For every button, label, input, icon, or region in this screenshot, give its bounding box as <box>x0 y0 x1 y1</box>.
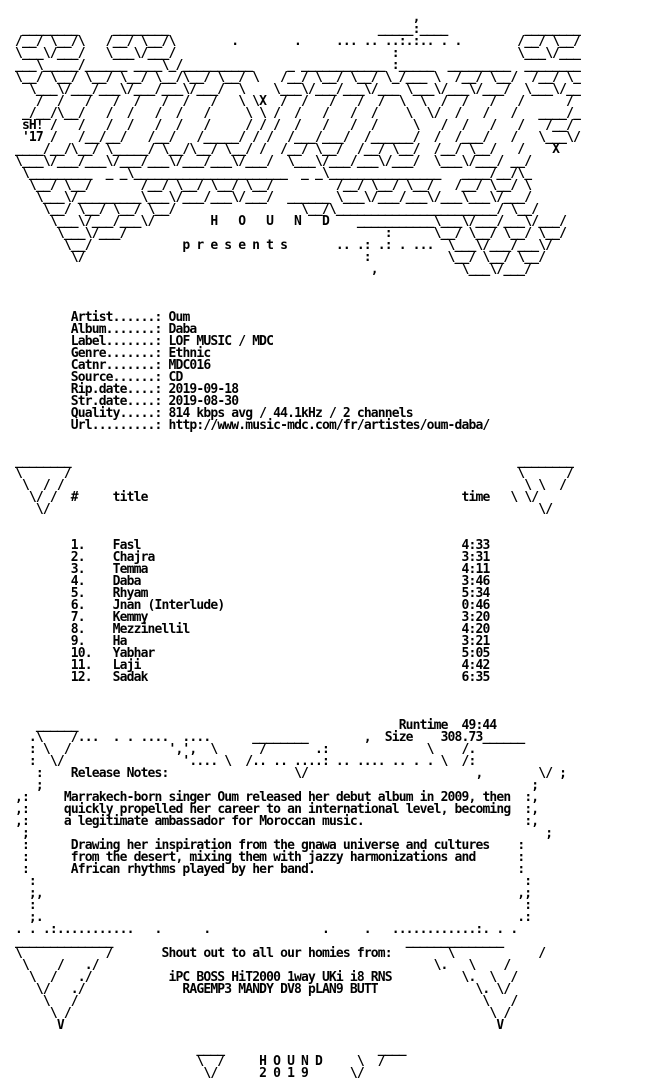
ascii-logo-art: ____/__/\__/ \_____/ \__/\__/ \__/ / /__/ \__/ /__/ \__/ /__/ \__/ / X <box>8 142 560 157</box>
ascii-logo-art: /__/ \__/\ /__/ \__/\ . . ... .. ..:.:.. . . /__/ \__/ <box>8 34 581 49</box>
ascii-logo-art: ___\_____/______ ____\_/__________ _ ____________ :_____ _________ ________ <box>8 58 581 73</box>
info-label: Artist......: <box>70 310 169 325</box>
art-fill: :, <box>524 814 539 829</box>
track-title: Fasl <box>112 538 462 553</box>
track-title: Jnan (Interlude) <box>112 598 462 613</box>
track-title: Kemmy <box>112 610 462 625</box>
art-fill: :, <box>524 802 539 817</box>
art-fill: : <box>517 850 525 865</box>
ascii-divider-art: ______________ ______________ <box>8 934 504 949</box>
track-time: 5:34 <box>461 586 490 601</box>
blank-line <box>8 684 580 696</box>
footer-year-row <box>8 1068 580 1080</box>
art-line <box>8 504 580 516</box>
info-value: http://www.music-mdc.com/fr/artistes/oum-daba/ <box>168 418 490 433</box>
track-time: 4:33 <box>461 538 490 553</box>
ascii-divider-art: ________ ________ <box>8 454 574 469</box>
release-notes-text: a legitimate ambassador for Moroccan music. <box>63 814 525 829</box>
art-fill: \. \/ <box>377 982 511 997</box>
ascii-frame-art: : \ / ',', \ / .: \ /. <box>8 742 476 757</box>
art-fill: \/ , \/ ; <box>168 766 567 781</box>
track-time: 3:31 <box>461 550 490 565</box>
art-fill: :, <box>524 790 539 805</box>
art-fill: ,: <box>8 790 36 805</box>
info-label: Url.........: <box>70 418 169 433</box>
art-fill: \ / <box>8 1054 260 1069</box>
ascii-frame-art: ;. .: <box>8 910 532 925</box>
art-fill: : <box>8 862 71 877</box>
art-fill: \ / ./ <box>8 970 169 985</box>
info-value: MDC016 <box>168 358 211 373</box>
ascii-frame-art: . . .:........... . . . . ............:. . . <box>8 922 518 937</box>
track-title: Yabhar <box>112 646 462 661</box>
track-number: 6. <box>70 598 113 613</box>
track-title: Temma <box>112 562 462 577</box>
ascii-logo-art: , <box>8 10 420 25</box>
ascii-logo-art: _/__/\__/ / / / / / \ \ / / / / / \ \/ / / / ____/_ <box>8 106 581 121</box>
blank-line <box>8 288 580 300</box>
footer-group-name: H O U N D <box>259 1054 322 1069</box>
ascii-logo-art: \___\/_________\___\/___/___\/___/ ______ \___\/___/___\/___\___\/___/ <box>8 190 532 205</box>
ascii-divider-art: \ / \ / <box>8 466 574 481</box>
runtime-value: 49:44 <box>461 718 497 733</box>
ascii-logo-art: \___\/___/ : \__/ \__/ \__/ \__/ <box>8 226 567 241</box>
art-fill: ,: <box>8 814 36 829</box>
release-notes-text: from the desert, mixing them with jazzy harmonizations and <box>70 850 518 865</box>
ascii-frame-art: ; ; <box>8 826 553 841</box>
ascii-frame-art: : : <box>8 898 532 913</box>
info-label: Source......: <box>70 370 169 385</box>
art-fill: \ / <box>8 946 162 961</box>
info-value: 2019-09-18 <box>168 382 239 397</box>
art-fill: \/ <box>308 1066 364 1081</box>
track-time: 4:20 <box>461 622 490 637</box>
nfo-document <box>8 12 580 1080</box>
info-label: Str.date....: <box>70 394 169 409</box>
blank-line <box>8 696 580 708</box>
footer-year: 2 0 1 9 <box>259 1066 309 1081</box>
art-fill: \/ ./ <box>8 982 183 997</box>
track-time: 6:35 <box>461 670 490 685</box>
art-fill: ,: <box>8 802 36 817</box>
ascii-frame-art: : \/ '.... \ /.. .. ....: .. .... .. . . \ /: <box>8 754 476 769</box>
release-notes-heading: Release Notes: <box>70 766 169 781</box>
info-value: LOF MUSIC / MDC <box>168 334 274 349</box>
ascii-logo-art: \_________ _ _\______________________ _ _\________________ ____/__/\_ <box>8 166 532 181</box>
ascii-footer-art: ____ ____ <box>8 1042 406 1057</box>
art-fill <box>8 418 71 433</box>
track-title: Sadak <box>112 670 462 685</box>
ascii-logo-art: \___\/___/___\/___/___\/___/___\/___/ \___\/___/___\/___/ \___\/___/ __/ <box>8 154 532 169</box>
runtime-label: Runtime <box>398 718 462 733</box>
track-time: 0:46 <box>461 598 490 613</box>
ascii-logo-art: \__/ \__/ \__/ \__/ \__/\__/ \__/ \ /__/ \__/ \__/ \_/___ \ /__/ \__/ /__/ \_ <box>8 70 581 85</box>
ascii-frame-art: : : <box>8 874 532 889</box>
track-time: 3:46 <box>461 574 490 589</box>
ascii-logo-art: , \___\/___/ <box>8 262 532 277</box>
info-value: 2019-08-30 <box>168 394 239 409</box>
art-fill: : <box>517 862 525 877</box>
art-fill: : <box>8 850 71 865</box>
track-title: Laji <box>112 658 462 673</box>
art-fill: ______ <box>482 730 525 745</box>
track-number: 7. <box>70 610 113 625</box>
size-label: Size <box>384 730 441 745</box>
info-label: Album.......: <box>70 322 169 337</box>
logo-art-line <box>8 264 580 276</box>
art-fill: ______ <box>8 718 399 733</box>
ascii-divider-art: \ / ./ \. \ / <box>8 958 511 973</box>
track-title: Ha <box>112 634 462 649</box>
greetings-intro: Shout out to all our homies from: <box>161 946 392 961</box>
ascii-logo-art: \___\/___/ \___\/___/ : \___\/___ <box>8 46 581 61</box>
track-number: 4. <box>70 574 113 589</box>
art-fill: \ / <box>391 946 546 961</box>
blank-line <box>8 432 580 444</box>
ascii-logo-art: '17 / /__/__/ /__/ /_____/ / / /___/___/ /______/ / /___/ / \___\/ <box>8 130 581 145</box>
art-fill: \/ / <box>8 490 71 505</box>
track-number: 1. <box>70 538 113 553</box>
ascii-logo-art: \/ : \__/ \__/ \__/ <box>8 250 546 265</box>
art-fill: \. \ / <box>391 970 518 985</box>
column-header-time: time <box>461 490 490 505</box>
release-notes-text: African rhythms played by her band. <box>70 862 518 877</box>
ascii-divider-art: V V <box>8 1018 504 1033</box>
ascii-divider-art: \ / \ / <box>8 994 518 1009</box>
info-value: 814 kbps avg / 44.1kHz / 2 channels <box>168 406 413 421</box>
info-value: Ethnic <box>168 346 211 361</box>
ascii-logo-art: \___\/___/___\/___/___\/___/ \ \___\/___/___\/___ \___\/___\/___/ \___\/__ <box>8 82 581 97</box>
info-label: Rip.date....: <box>70 382 169 397</box>
track-time: 4:42 <box>461 658 490 673</box>
blank-line <box>8 276 580 288</box>
art-fill <box>8 670 71 685</box>
info-row <box>8 420 580 432</box>
art-fill: : <box>517 838 525 853</box>
greetings-groups-2: RAGEMP3 MANDY DV8 pLAN9 BUTT <box>182 982 378 997</box>
track-row <box>8 672 580 684</box>
info-value: Oum <box>168 310 190 325</box>
ascii-divider-art: \ / \ / <box>8 1006 511 1021</box>
ascii-logo-art: \__/ \__/ /__/ \__/ \__/ \__/ /__/ \__/ \__/ /__/ \__/ \ <box>8 178 532 193</box>
track-number: 11. <box>70 658 113 673</box>
ascii-logo-art: \___\/___/___\/ H O U N D ___________\___\/___/___\/___/ <box>8 214 567 229</box>
blank-line <box>8 516 580 528</box>
info-label: Quality.....: <box>70 406 169 421</box>
info-value: CD <box>168 370 183 385</box>
track-title: Rhyam <box>112 586 462 601</box>
ascii-logo-art: \__/ \__/ \__/ \__/ \__/\_______________________/ \__/ <box>8 202 539 217</box>
track-title: Mezzinellil <box>112 622 462 637</box>
release-notes-text: Marrakech-born singer Oum released her debut album in 2009, then <box>63 790 525 805</box>
ascii-divider-art: \ / / \ \ / <box>8 478 567 493</box>
art-fill: : <box>8 766 71 781</box>
ascii-logo-art: sH! / / / / / / / / / / / / / / \ / / / / /__/ <box>8 118 581 133</box>
track-number: 3. <box>70 562 113 577</box>
track-title: Chajra <box>112 550 462 565</box>
size-value: 308.73 <box>440 730 483 745</box>
track-time: 3:21 <box>461 634 490 649</box>
ascii-divider-art: \/ \/ <box>8 502 553 517</box>
ascii-logo-art: \__/ p r e s e n t s .. .: .: . ... \___\/___/___\/ <box>8 238 553 253</box>
art-fill: \/ <box>8 1066 260 1081</box>
column-header-number: # <box>70 490 113 505</box>
release-notes-text: quickly propelled her career to an international level, becoming <box>63 802 525 817</box>
track-time: 3:20 <box>461 610 490 625</box>
track-number: 2. <box>70 550 113 565</box>
info-label: Catnr.......: <box>70 358 169 373</box>
greetings-groups-1: iPC BOSS HiT2000 1way UKi i8 RNS <box>168 970 392 985</box>
ascii-frame-art: ; ; <box>8 778 539 793</box>
track-number: 12. <box>70 670 113 685</box>
art-line <box>8 1020 580 1032</box>
track-title: Daba <box>112 574 462 589</box>
track-time: 4:11 <box>461 562 490 577</box>
track-number: 9. <box>70 634 113 649</box>
info-label: Genre.......: <box>70 346 169 361</box>
track-time: 5:05 <box>461 646 490 661</box>
track-number: 10. <box>70 646 113 661</box>
release-notes-text: Drawing her inspiration from the gnawa universe and cultures <box>70 838 518 853</box>
info-value: Daba <box>168 322 197 337</box>
info-label: Label.......: <box>70 334 169 349</box>
column-header-title: title <box>112 490 462 505</box>
art-fill: \ \/ <box>489 490 539 505</box>
track-number: 5. <box>70 586 113 601</box>
art-fill: .\ /... . . .... .... ________ , <box>8 730 385 745</box>
track-number: 8. <box>70 622 113 637</box>
ascii-logo-art: ________ ________ _____:____ ________ <box>8 22 581 37</box>
ascii-logo-art: / / / / / / / / \ \X / / / / / \ \ / / / / / <box>8 94 574 109</box>
ascii-frame-art: ;, ,; <box>8 886 532 901</box>
art-fill: \ / <box>321 1054 385 1069</box>
art-fill: : <box>8 838 71 853</box>
